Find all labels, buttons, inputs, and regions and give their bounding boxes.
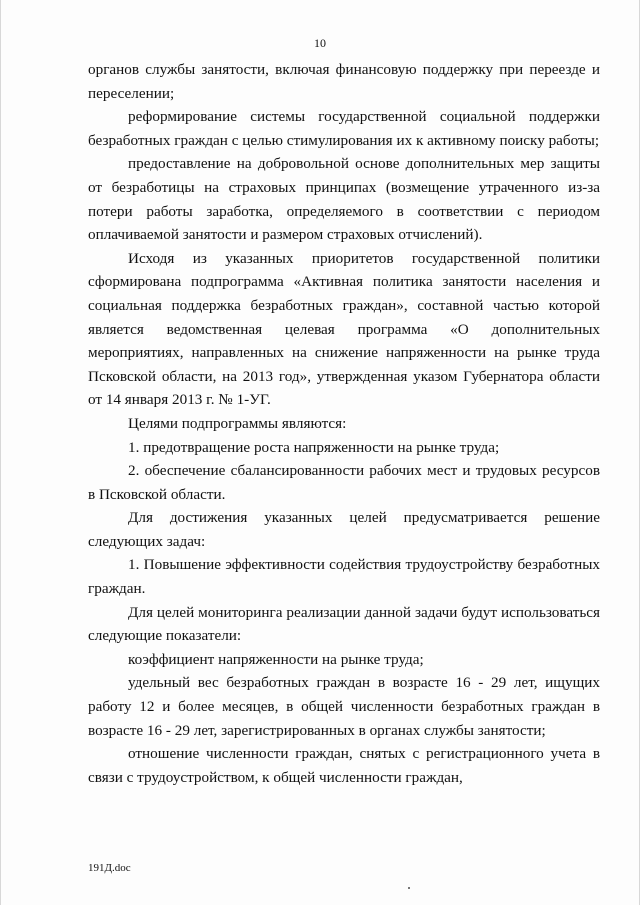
paragraph: отношение численности граждан, снятых с регистрационного учета в связи с трудоустройством, к общей численности граждан, bbox=[88, 745, 600, 786]
paragraph: коэффициент напряженности на рынке труда; bbox=[128, 650, 424, 668]
paragraph: реформирование системы государственной социальной поддержки безработных граждан с целью стимулирования их к активному поиску работы; bbox=[88, 108, 600, 149]
scan-dot bbox=[408, 887, 410, 889]
paragraph: предоставление на добровольной основе дополнительных мер защиты от безработицы на страховых принципах (возмещение утраченного из-за потери работы заработка, определяемого в соответствии с периодом оплачиваемой занятости и размером страховых отчислений). bbox=[88, 155, 600, 244]
paragraph: Для достижения указанных целей предусматривается решение следующих задач: bbox=[88, 509, 600, 550]
paragraph: Целями подпрограммы являются: bbox=[128, 414, 347, 432]
paragraph: 2. обеспечение сбалансированности рабочих мест и трудовых ресурсов в Псковской области. bbox=[88, 462, 600, 503]
paragraph: 1. Повышение эффективности содействия трудоустройству безработных граждан. bbox=[88, 556, 600, 598]
paragraph: удельный вес безработных граждан в возрасте 16 - 29 лет, ищущих работу 12 и более месяцев, в общей численности безработных граждан в возрасте 16 - 29 лет, зарегистрированных в органах службы занятости; bbox=[88, 674, 600, 739]
paragraph: 1. предотвращение роста напряженности на рынке труда; bbox=[128, 438, 500, 456]
footer-file-name: 191Д.doc bbox=[88, 862, 131, 874]
page-edge-left bbox=[0, 0, 1, 905]
paragraph: Исходя из указанных приоритетов государственной политики сформирована подпрограмма «Активная политика занятости населения и социальная поддержка безработных граждан», составной частью которой является ведомственная целевая программа «О дополнительных мероприятиях, направленных на снижение напряженности на рынке труда Псковской области, на 2013 год», утвержденная указом Губернатора области от 14 января 2013 г. № 1-УГ. bbox=[88, 249, 600, 409]
paragraph: органов службы занятости, включая финансовую поддержку при переезде и переселении; bbox=[88, 61, 600, 102]
page-number: 10 bbox=[314, 36, 326, 50]
body-text bbox=[88, 58, 600, 789]
paragraph: Для целей мониторинга реализации данной задачи будут использоваться следующие показатели: bbox=[88, 603, 600, 645]
